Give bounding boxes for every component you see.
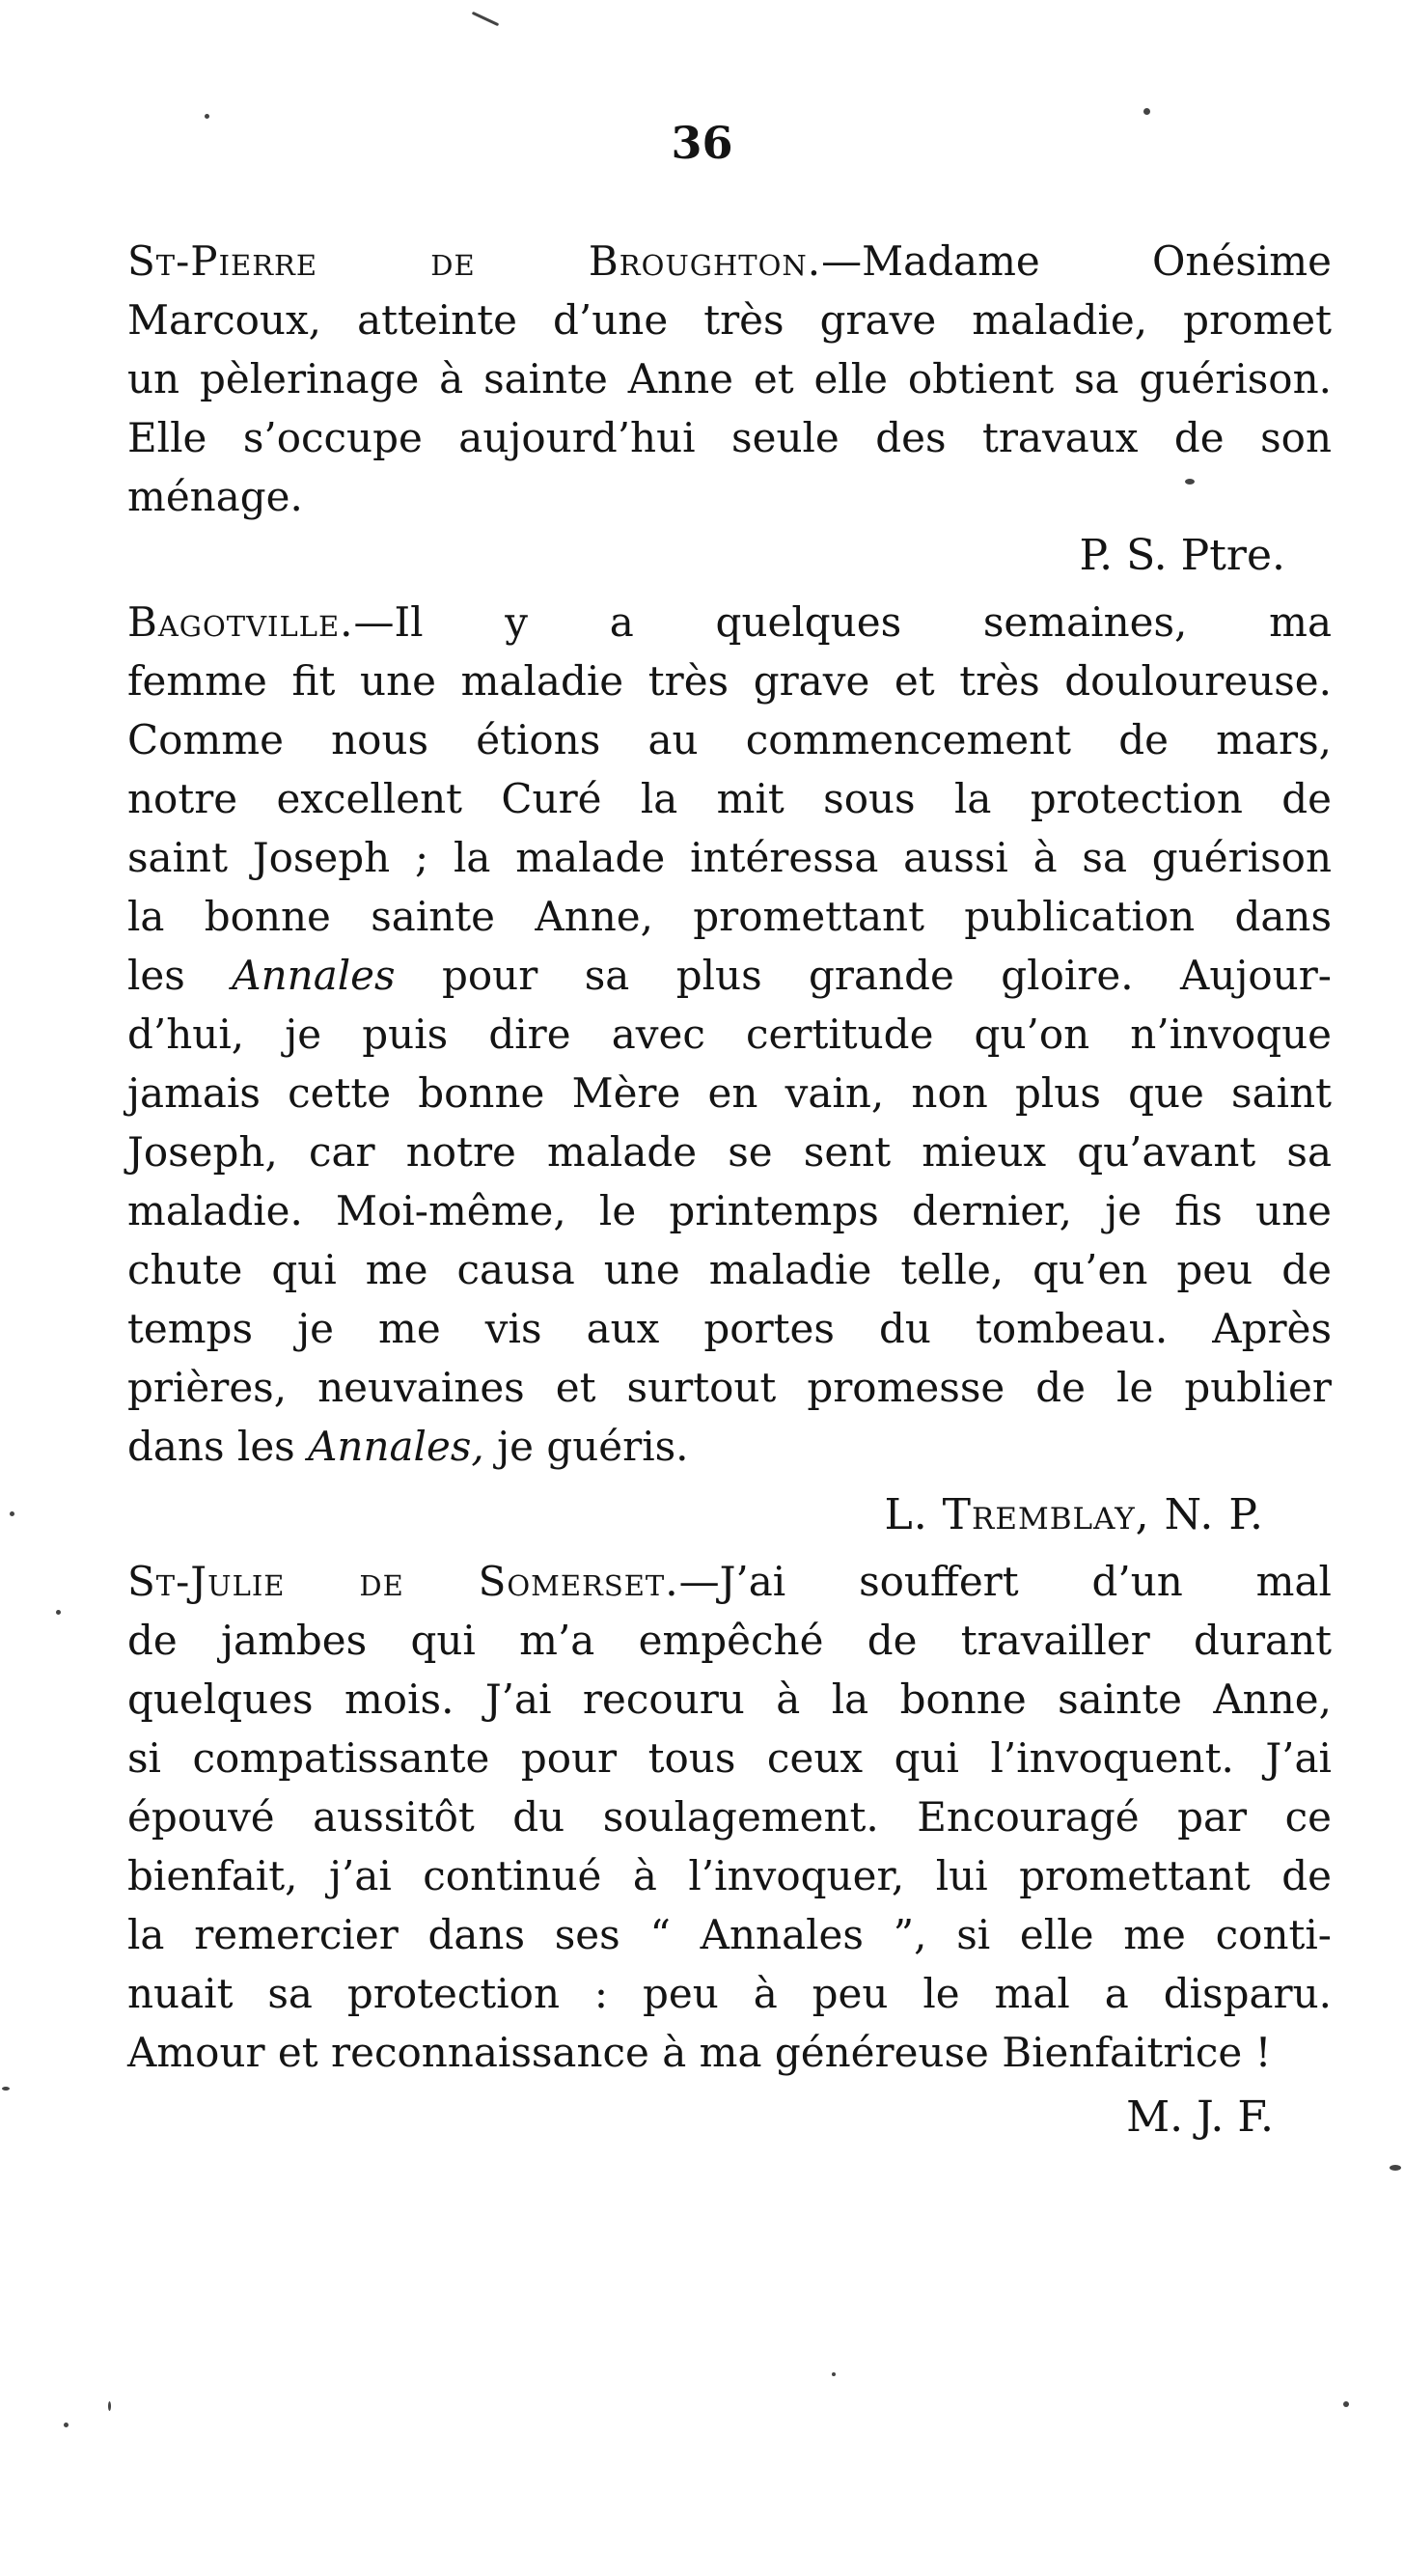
text-line: dans les Annales, je guéris. (127, 1423, 689, 1470)
scan-speck (1343, 2401, 1349, 2407)
text-line: prières, neuvaines et surtout promesse de le publier (127, 1364, 1332, 1411)
text-line: Elle s’occupe aujourd’hui seule des travaux de son (127, 414, 1332, 461)
signature: L. Tremblay, N. P. (884, 1490, 1264, 1539)
text-line: Bagotville.—Il y a quelques semaines, ma (127, 598, 1332, 646)
text-line: Amour et reconnaissance à ma généreuse Bienfaitrice ! (127, 2029, 1272, 2076)
scan-speck (472, 12, 499, 26)
text-line: nuait sa protection : peu à peu le mal a disparu. (127, 1970, 1332, 2017)
text-line: Marcoux, atteinte d’une très grave maladie, promet (127, 296, 1332, 344)
scan-speck (10, 1511, 14, 1516)
annales-title: Annales (232, 952, 396, 999)
text-line: chute qui me causa une maladie telle, qu’en peu de (127, 1246, 1332, 1293)
text-line: St-Pierre de Broughton.—Madame Onésime (127, 237, 1332, 285)
annales-title: Annales, (308, 1423, 484, 1470)
scan-speck (1390, 2165, 1401, 2171)
scan-speck (205, 114, 209, 119)
signature: P. S. Ptre. (1079, 531, 1285, 580)
text-line: temps je me vis aux portes du tombeau. Après (127, 1305, 1332, 1352)
place-name: Bagotville. (127, 598, 354, 646)
place-name: St-Pierre de Broughton. (127, 237, 822, 285)
scan-speck (832, 2372, 836, 2376)
text-line: femme fit une maladie très grave et très douloureuse. (127, 657, 1332, 705)
text-line: un pèlerinage à sainte Anne et elle obtient sa guérison. (127, 355, 1332, 402)
testimony-entry (127, 593, 1332, 1544)
text-line: si compatissante pour tous ceux qui l’invoquent. J’ai (127, 1734, 1332, 1782)
text-line: ménage. (127, 473, 303, 520)
text-line: bienfait, j’ai continué à l’invoquer, lui promettant de (127, 1852, 1332, 1899)
text-line: notre excellent Curé la mit sous la protection de (127, 775, 1332, 822)
text-line: de jambes qui m’a empêché de travailler durant (127, 1617, 1332, 1664)
scan-speck (64, 2423, 69, 2427)
text-line: la remercier dans ses “ Annales ”, si elle me conti- (127, 1911, 1332, 1958)
signature: M. J. F. (1126, 2092, 1274, 2142)
text-line: St-Julie de Somerset.—J’ai souffert d’un mal (127, 1558, 1332, 1605)
scan-speck (108, 2401, 111, 2411)
text-line: saint Joseph ; la malade intéressa aussi à sa guérison (127, 834, 1332, 881)
text-line: d’hui, je puis dire avec certitude qu’on n’invoque (127, 1011, 1332, 1058)
scan-speck (1143, 108, 1150, 115)
text-line: Joseph, car notre malade se sent mieux qu’avant sa (127, 1128, 1332, 1176)
testimony-entry (127, 1552, 1332, 2147)
text-line: maladie. Moi-même, le printemps dernier, je fis une (127, 1187, 1332, 1234)
scan-speck (2, 2087, 10, 2091)
text-line: épouvé aussitôt du soulagement. Encouragé par ce (127, 1793, 1332, 1841)
text-line: Comme nous étions au commencement de mars, (127, 716, 1332, 763)
place-name: St-Julie de Somerset. (127, 1558, 679, 1605)
testimony-entry (127, 232, 1332, 585)
text-line: la bonne sainte Anne, promettant publication dans (127, 893, 1332, 940)
text-line: jamais cette bonne Mère en vain, non plus que saint (127, 1069, 1332, 1117)
text-line: les Annales pour sa plus grande gloire. Aujour- (127, 952, 1332, 999)
page-number: 36 (671, 117, 733, 169)
scan-speck (1185, 479, 1195, 485)
text-line: quelques mois. J’ai recouru à la bonne sainte Anne, (127, 1676, 1332, 1723)
scan-speck (56, 1610, 61, 1615)
